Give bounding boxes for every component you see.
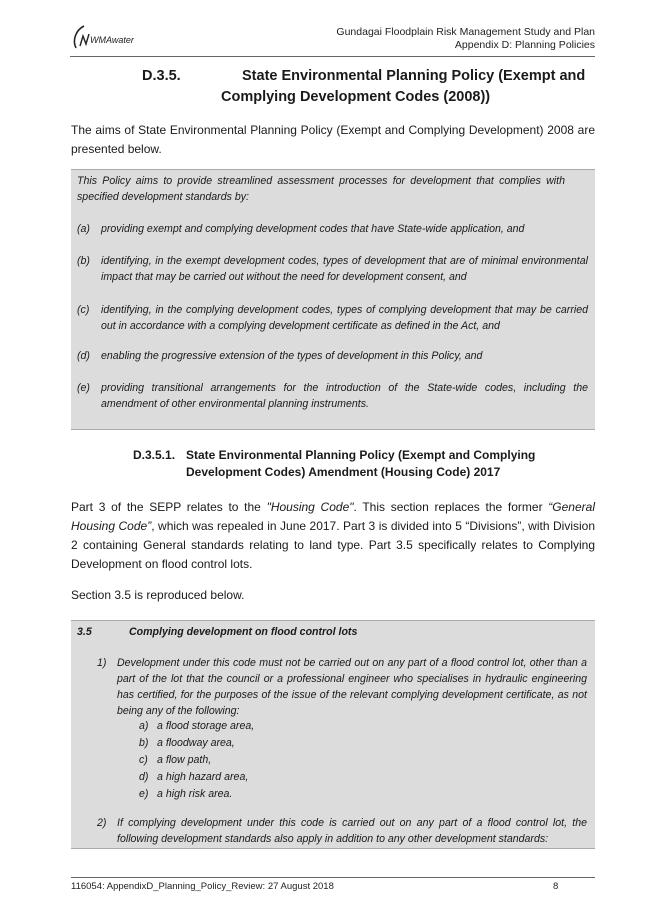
aims-item-text: identifying, in the complying development codes, types of complying development that may be carried out in accordance with a complying development certificate as defined in the Act, and — [101, 304, 588, 332]
subitem-text: a high risk area. — [157, 788, 233, 800]
aims-item-label: (c) — [77, 304, 90, 316]
subitem-label: a) — [139, 720, 149, 732]
subitem-text: a high hazard area, — [157, 771, 249, 783]
header-rule — [70, 56, 595, 57]
appendix-title: Appendix D: Planning Policies — [454, 39, 595, 51]
aims-item-text: enabling the progressive extension of the types of development in this Policy, and — [101, 350, 483, 362]
subitem-label: d) — [139, 771, 149, 783]
clause-number: 3.5 — [77, 626, 92, 638]
section-intro: The aims of State Environmental Planning Policy (Exempt and Complying Development) 2008 are presented below. — [71, 123, 595, 156]
report-title: Gundagai Floodplain Risk Management Study and Plan — [336, 26, 595, 38]
policy-aims-box — [71, 169, 595, 430]
section-number: D.3.5. — [142, 68, 181, 84]
subitem-label: c) — [139, 754, 148, 766]
footer-doc-ref: 116054: AppendixD_Planning_Policy_Review: 27 August 2018 — [71, 881, 334, 892]
wmawater-logo — [70, 22, 150, 50]
aims-item-text: identifying, in the exempt development codes, types of development that are of minimal environmental impact that may be carried out without the need for development consent, and — [101, 255, 588, 283]
clause-item-label: 2) — [97, 817, 107, 829]
clause-item-text: Development under this code must not be carried out on any part of a flood control lot, other than a part of the lot that the council or a professional engineer who specialises in hydraulic engineering has certified, for the purposes of the issue of the relevant complying development certificate, as not being any of the following: — [117, 657, 587, 717]
subitem-text: a flood storage area, — [157, 720, 255, 732]
aims-item-text: providing transitional arrangements for the introduction of the State-wide codes, including the amendment of other environmental planning instruments. — [101, 382, 588, 410]
aims-item-label: (a) — [77, 223, 90, 235]
footer-rule — [71, 877, 595, 878]
running-header — [336, 26, 595, 52]
aims-lead: This Policy aims to provide streamlined assessment processes for development that complies with specified development standards by: — [77, 175, 565, 203]
aims-item-label: (e) — [77, 382, 90, 394]
clause-item-text: If complying development under this code is carried out on any part of a flood control lot, the following development standards also apply in addition to any other development standards: — [117, 817, 587, 845]
clause-item-label: 1) — [97, 657, 107, 669]
subitem-label: b) — [139, 737, 149, 749]
subsection-title-line1: State Environmental Planning Policy (Exempt and Complying — [186, 448, 536, 462]
subsection-title-line2: Development Codes) Amendment (Housing Code) 2017 — [186, 465, 501, 479]
logo-text: WMAwater — [90, 35, 134, 45]
subitem-text: a flow path, — [157, 754, 212, 766]
housing-code-paragraph: Part 3 of the SEPP relates to the "Housing Code". This section replaces the former “General Housing Code”, which was repealed in June 2017. Part 3 is divided into 5 “Divisions”, with Division 2 containing General standards relating to land type. Part 3.5 specifically relates to Complying Development on flood control lots. — [71, 500, 596, 571]
aims-item-text: providing exempt and complying development codes that have State-wide application, and — [101, 223, 525, 235]
page-number: 8 — [553, 881, 559, 892]
subitem-label: e) — [139, 788, 149, 800]
section-title-line1: State Environmental Planning Policy (Exempt and — [242, 68, 586, 84]
section-reference: Section 3.5 is reproduced below. — [71, 588, 245, 602]
clause-title: Complying development on flood control lots — [129, 626, 358, 638]
subsection-number: D.3.5.1. — [133, 448, 176, 462]
subitem-text: a floodway area, — [157, 737, 235, 749]
flood-control-box — [71, 620, 595, 849]
aims-item-label: (b) — [77, 255, 90, 267]
section-title-line2: Complying Development Codes (2008)) — [221, 89, 491, 105]
aims-item-label: (d) — [77, 350, 90, 362]
